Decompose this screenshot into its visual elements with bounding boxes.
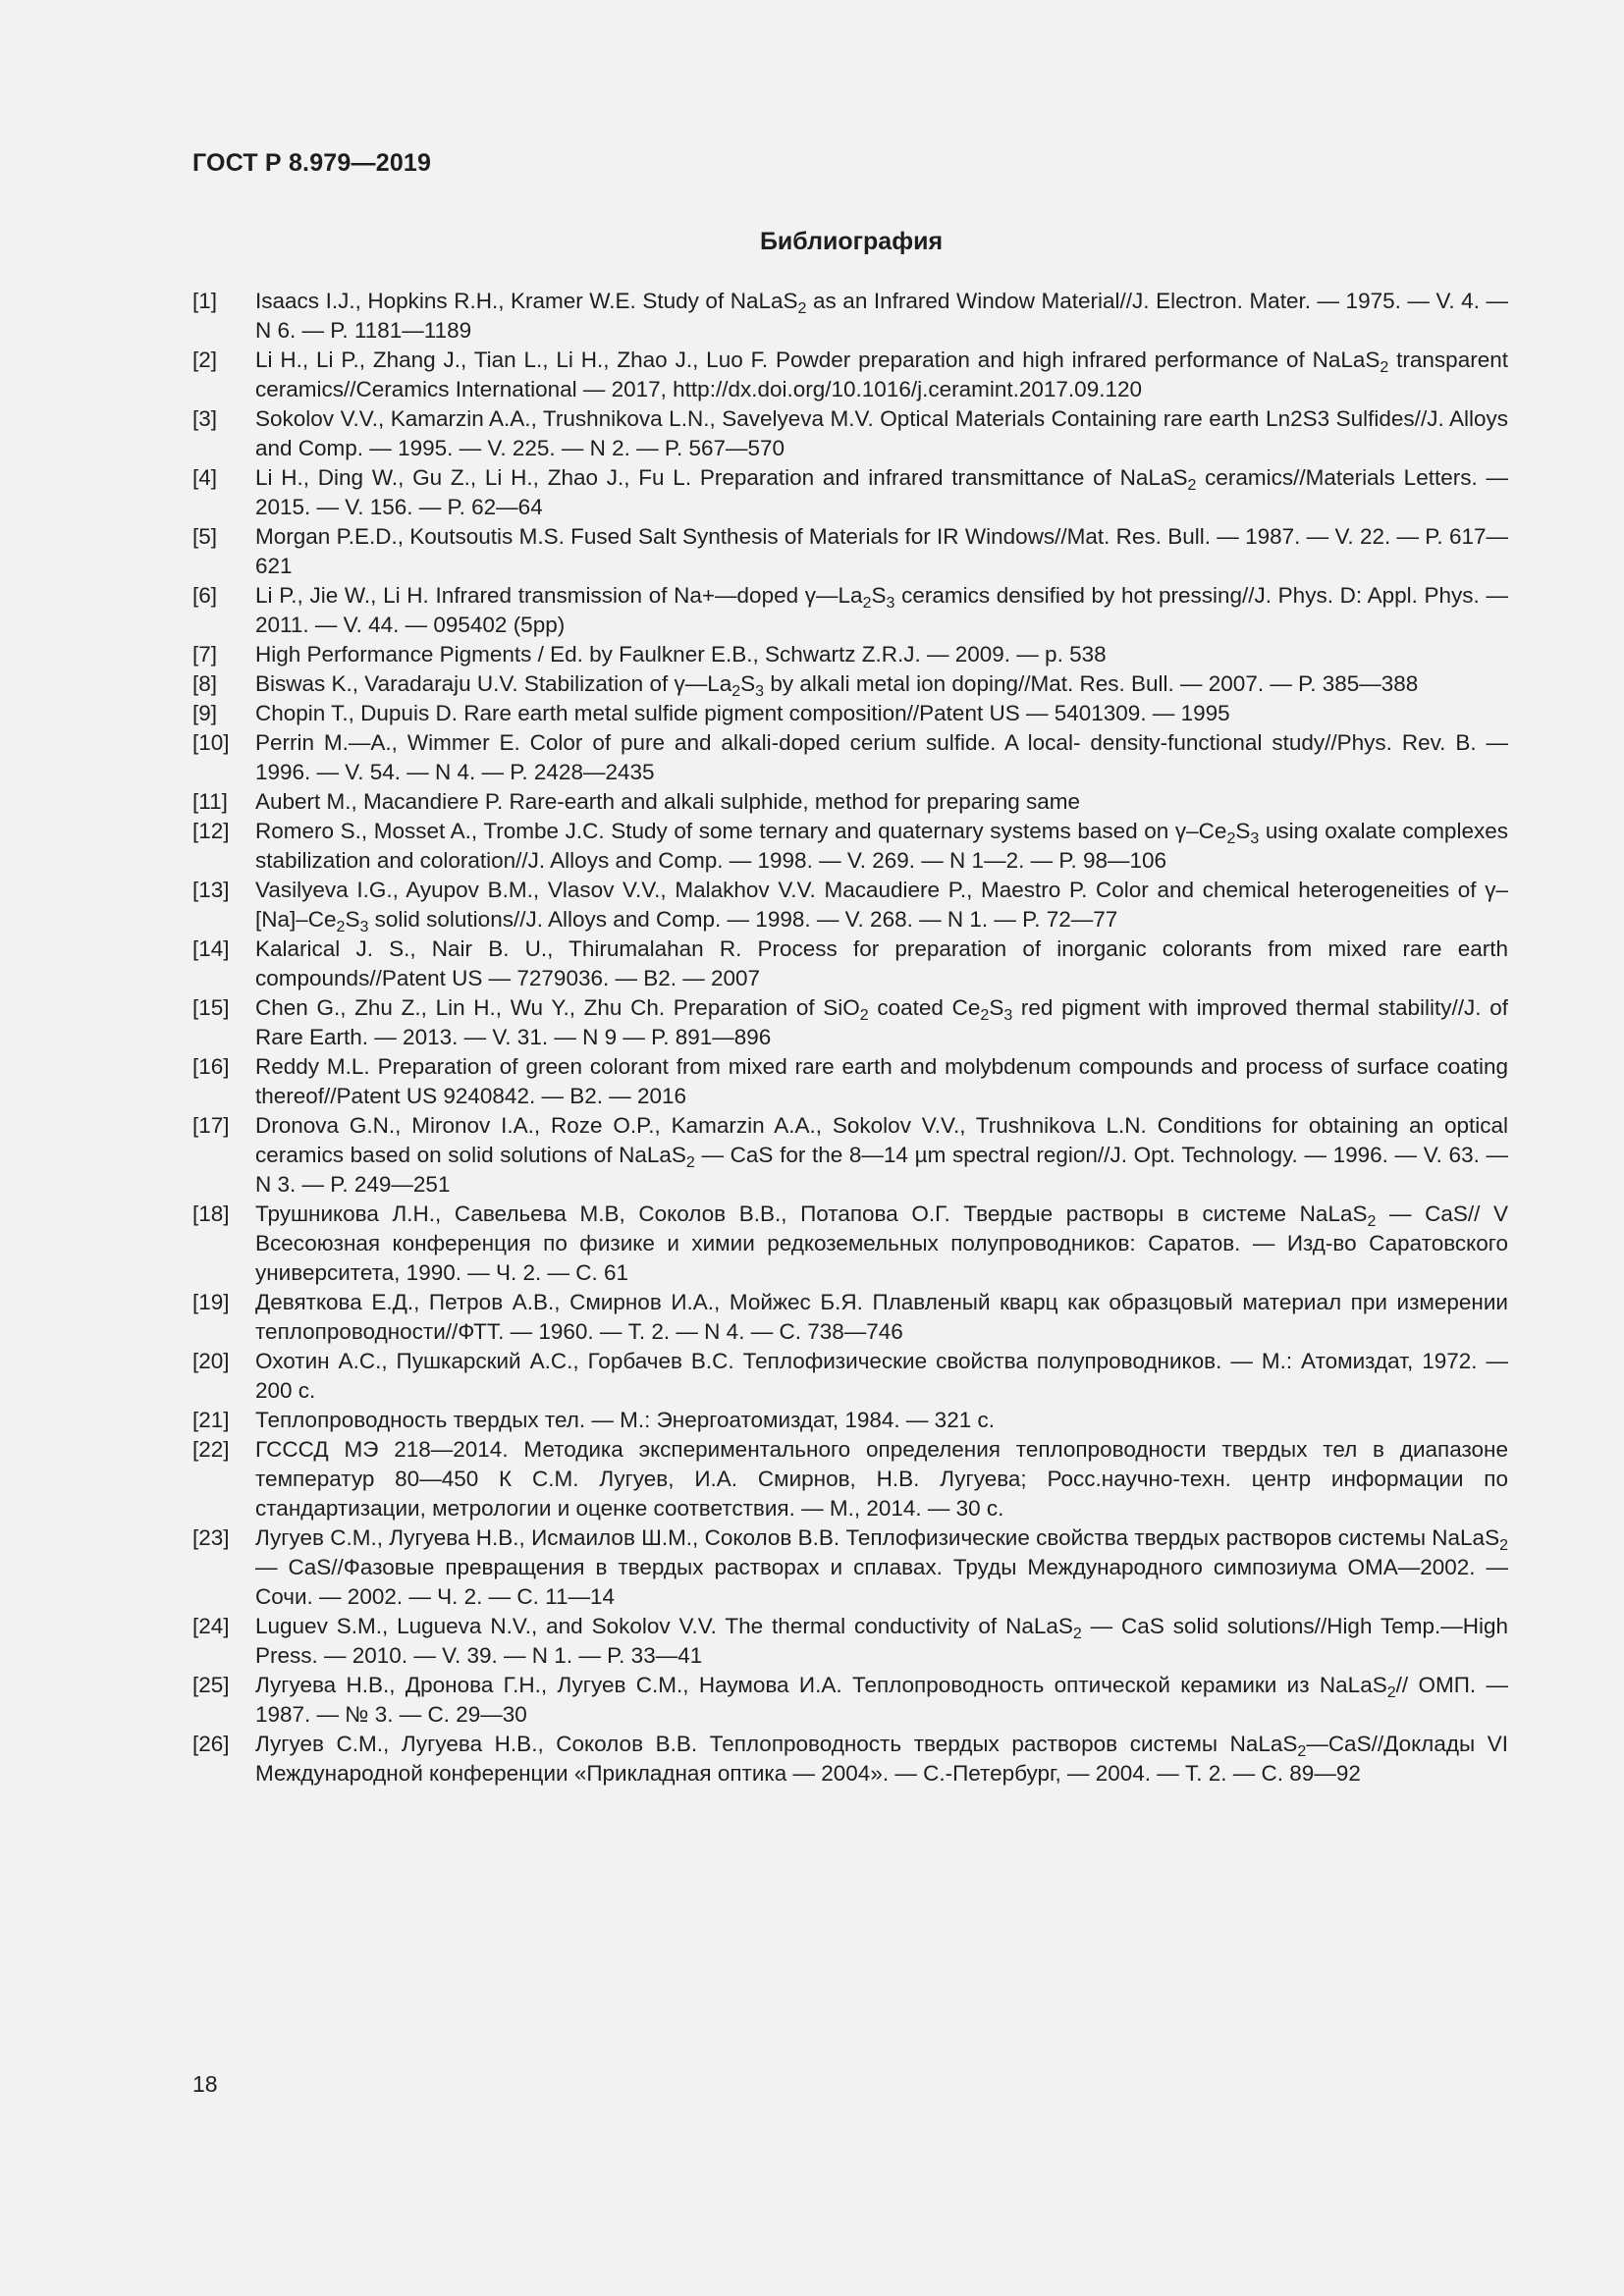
reference-item [192,287,1508,346]
reference-text: Трушникова Л.Н., Савельева М.В, Соколов В.В., Потапова О.Г. Твердые растворы в системе NaLaS$_2$ — CaS// V Всесоюзная конференция по физике и химии редкоземельных полупроводников: Саратов. — Изд-во Саратовского университета, 1990. — Ч. 2. — С. 61 [255,1201,1508,1285]
reference-number: [5] [192,524,218,549]
reference-item [192,669,1508,699]
reference-item [192,346,1508,404]
reference-number: [12] [192,819,230,843]
reference-number: [25] [192,1673,230,1697]
reference-item [192,1730,1508,1789]
reference-text: Reddy M.L. Preparation of green colorant from mixed rare earth and molybdenum compounds and process of surface coating thereof//Patent US 9240842. — B2. — 2016 [255,1054,1508,1108]
reference-text: Li P., Jie W., Li H. Infrared transmission of Na+—doped $\gamma—La_2S_3$ ceramics densified by hot pressing//J. Phys. D: Appl. Phys. — 2011. — V. 44. — 095402 (5pp) [255,583,1508,637]
reference-item [192,699,1508,728]
reference-text: Vasilyeva I.G., Ayupov B.M., Vlasov V.V., Malakhov V.V. Macaudiere P., Maestro P. Color and chemical heterogeneities of $\gamma-[Na]-Ce_2S_3$ solid solutions//J. Alloys and Comp. — 1998. — V. 268. — N 1. — P. 72—77 [255,878,1508,935]
page-number: 18 [192,2071,218,2097]
reference-number: [22] [192,1437,230,1462]
reference-text: Девяткова Е.Д., Петров А.В., Смирнов И.А., Мойжес Б.Я. Плавленый кварц как образцовый материал при измерении теплопроводности//ФТТ. — 1960. — Т. 2. — N 4. — С. 738—746 [255,1290,1508,1344]
reference-text: Sokolov V.V., Kamarzin A.A., Trushnikova L.N., Savelyeva M.V. Optical Materials Containing rare earth Ln2S3 Sulfides//J. Alloys and Comp. — 1995. — V. 225. — N 2. — P. 567—570 [255,406,1508,460]
reference-text: Li H., Li P., Zhang J., Tian L., Li H., Zhao J., Luo F. Powder preparation and high infrared performance of NaLaS$_2$ transparent ceramics//Ceramics International — 2017, http://dx.doi.org/10.1016/j.ceramint.2017.09.120 [255,347,1508,401]
reference-text: Aubert M., Macandiere P. Rare-earth and alkali sulphide, method for preparing same [255,789,1081,814]
reference-number: [14] [192,936,230,961]
reference-text: Biswas K., Varadaraju U.V. Stabilization of $\gamma—La_2S_3$ by alkali metal ion doping//Mat. Res. Bull. — 2007. — P. 385—388 [255,671,1419,700]
reference-text: Romero S., Mosset A., Trombe J.C. Study of some ternary and quaternary systems based on $\gamma-Ce_2S_3$ using oxalate complexes stabilization and coloration//J. Alloys and Comp. — 1998. — V. 269. — N 1—2. — P. 98—106 [255,819,1508,873]
reference-item [192,728,1508,787]
reference-number: [15] [192,995,230,1020]
reference-item [192,404,1508,463]
reference-number: [19] [192,1290,230,1314]
reference-text: Chen G., Zhu Z., Lin H., Wu Y., Zhu Ch. Preparation of SiO$_2$ coated $Ce_2S_3$ red pigment with improved thermal stability//J. of Rare Earth. — 2013. — V. 31. — N 9 — P. 891—896 [255,995,1508,1049]
reference-text: High Performance Pigments / Ed. by Faulkner E.B., Schwartz Z.R.J. — 2009. — p. 538 [255,642,1107,667]
reference-item [192,934,1508,993]
document-code-header: ГОСТ Р 8.979—2019 [192,149,432,177]
reference-text: ГСССД МЭ 218—2014. Методика экспериментального определения теплопроводности твердых тел в диапазоне температур 80—450 К С.М. Лугуев, И.А. Смирнов, Н.В. Лугуева; Росс.научно-техн. центр информации по стандартизации, метрологии и оценке соответствия. — М., 2014. — 30 с. [255,1437,1508,1521]
reference-number: [9] [192,701,218,725]
reference-item [192,1435,1508,1523]
reference-item [192,640,1508,669]
reference-number: [10] [192,730,230,755]
reference-item [192,1200,1508,1288]
reference-text: Теплопроводность твердых тел. — М.: Энергоатомиздат, 1984. — 321 с. [255,1408,995,1432]
reference-text: Luguev S.M., Lugueva N.V., and Sokolov V.V. The thermal conductivity of NaLaS$_2$ — CaS solid solutions//High Temp.—High Press. — 2010. — V. 39. — N 1. — P. 33—41 [255,1614,1508,1668]
reference-text: Chopin T., Dupuis D. Rare earth metal sulfide pigment composition//Patent US — 5401309. — 1995 [255,701,1230,725]
reference-item [192,1288,1508,1347]
reference-item [192,1406,1508,1435]
reference-item [192,1523,1508,1612]
reference-text: Perrin M.—A., Wimmer E. Color of pure and alkali-doped cerium sulfide. A local- density-functional study//Phys. Rev. B. — 1996. — V. 54. — N 4. — P. 2428—2435 [255,730,1508,784]
reference-number: [13] [192,878,230,902]
reference-item [192,1347,1508,1406]
reference-item [192,522,1508,581]
reference-item [192,817,1508,876]
reference-text: Li H., Ding W., Gu Z., Li H., Zhao J., Fu L. Preparation and infrared transmittance of NaLaS$_2$ ceramics//Materials Letters. — 2015. — V. 156. — P. 62—64 [255,465,1508,519]
reference-item [192,1671,1508,1730]
reference-text: Dronova G.N., Mironov I.A., Roze O.P., Kamarzin A.A., Sokolov V.V., Trushnikova L.N. Conditions for obtaining an optical ceramics based on solid solutions of NaLaS$_2$ — CaS for the 8—14 µm spectral region//J. Opt. Technology. — 1996. — V. 63. — N 3. — P. 249—251 [255,1113,1508,1197]
reference-item [192,787,1508,817]
bibliography-title: Библиография [759,228,944,255]
reference-text: Лугуев С.М., Лугуева Н.В., Соколов В.В. Теплопроводность твердых растворов системы NaLaS$_2$—CaS//Доклады VI Международной конференции «Прикладная оптика — 2004». — С.-Петербург, — 2004. — Т. 2. — С. 89—92 [255,1732,1508,1786]
reference-number: [4] [192,465,218,490]
reference-item [192,876,1508,934]
reference-number: [20] [192,1349,230,1373]
reference-text: Morgan P.E.D., Koutsoutis M.S. Fused Salt Synthesis of Materials for IR Windows//Mat. Res. Bull. — 1987. — V. 22. — P. 617—621 [255,524,1508,578]
reference-text: Kalarical J. S., Nair B. U., Thirumalahan R. Process for preparation of inorganic colorants from mixed rare earth compounds//Patent US — 7279036. — B2. — 2007 [255,936,1508,990]
reference-text: Охотин А.С., Пушкарский А.С., Горбачев В.С. Теплофизические свойства полупроводников. — М.: Атомиздат, 1972. — 200 с. [255,1349,1508,1403]
reference-number: [6] [192,583,218,608]
reference-number: [16] [192,1054,230,1079]
reference-item [192,1612,1508,1671]
reference-text: Isaacs I.J., Hopkins R.H., Kramer W.E. Study of NaLaS$_2$ as an Infrared Window Material//J. Electron. Mater. — 1975. — V. 4. — N 6. — P. 1181—1189 [255,289,1508,343]
reference-text: Лугуев С.М., Лугуева Н.В., Исмаилов Ш.М., Соколов В.В. Теплофизические свойства твердых растворов системы NaLaS$_2$ — CaS//Фазовые превращения в твердых растворах и сплавах. Труды Международного симпозиума ОМА—2002. — Сочи. — 2002. — Ч. 2. — С. 11—14 [255,1525,1508,1609]
reference-number: [26] [192,1732,230,1756]
reference-item [192,1111,1508,1200]
reference-number: [18] [192,1201,230,1226]
reference-item [192,463,1508,522]
reference-number: [11] [192,789,228,814]
reference-number: [17] [192,1113,230,1138]
reference-number: [3] [192,406,218,431]
reference-number: [23] [192,1525,230,1550]
reference-number: [24] [192,1614,230,1638]
reference-item [192,581,1508,640]
reference-number: [1] [192,289,218,313]
reference-number: [2] [192,347,218,372]
reference-number: [7] [192,642,218,667]
reference-list [192,287,1508,1789]
reference-number: [8] [192,671,218,696]
reference-text: Лугуева Н.В., Дронова Г.Н., Лугуев С.М., Наумова И.А. Теплопроводность оптической керамики из NaLaS$_2$// ОМП. — 1987. — № 3. — С. 29—30 [255,1673,1508,1727]
reference-number: [21] [192,1408,230,1432]
reference-item [192,993,1508,1052]
reference-item [192,1052,1508,1111]
